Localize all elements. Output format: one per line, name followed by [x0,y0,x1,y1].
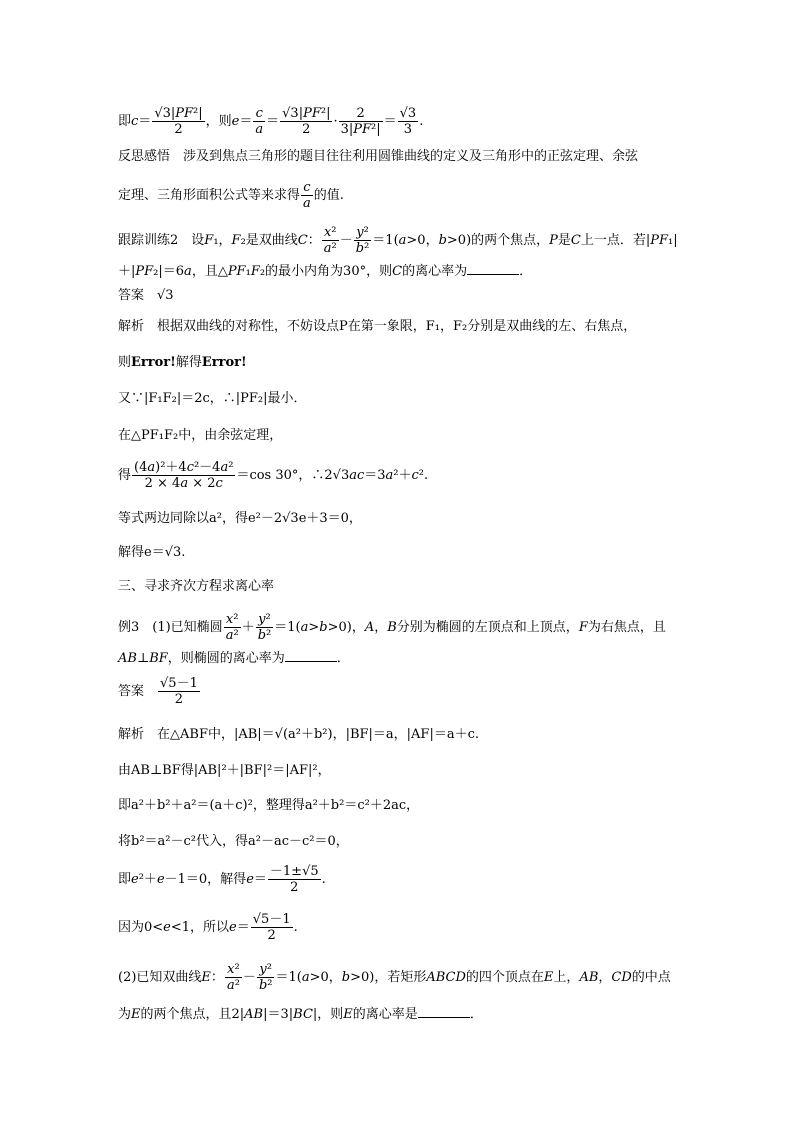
analysis-line-7: 解得e＝√3. [118,545,186,560]
analysis-2-line-5: 即e²＋e－1＝0，解得e＝ $\frac{-1\pm√5}{2}$ . [118,864,326,895]
answer-blank [467,262,519,275]
exercise-2-line-2: ＋|PF₂|＝6a，且△PF₁F₂的最小内角为30°，则C的离心率为 ． [118,264,533,279]
analysis-line-2: 则Error!解得Error! [118,355,247,370]
analysis-line-4: 在△PF₁F₂中，由余弦定理， [118,428,283,443]
example-3-line-2: AB⊥BF，则椭圆的离心率为 ． [118,651,350,666]
derivation-line-1: 即c＝ $\frac{\text{√3|PF²|}}{2}$ ，则e＝ $\frac{c}{a}$ ＝ $\frac{\text{√3|PF²|}}{2}$ · $\frac{2}{\text{3|PF²|}}$ ＝ $\frac{√3}{3}$ . [118,106,424,137]
reflection-paragraph-line-2: 定理、三角形面积公式等来求得 $\frac{c}{a}$ 的值. [118,180,344,211]
example-3-part-2-line-2: 为E的两个焦点，且2|AB|＝3|BC|，则E的离心率是 ． [118,1007,483,1022]
analysis-2-line-4: 将b²＝a²－c²代入，得a²－ac－c²＝0， [118,834,349,849]
analysis-2-line-2: 由AB⊥BF得|AB|²＋|BF|²＝|AF|²， [118,763,331,778]
example-3-part-2-line-1: (2)已知双曲线E： $\frac{\text{x²}}{\text{a²}}$ － $\frac{\text{y²}}{\text{b²}}$ ＝1(a>0，b>0)，若矩形ABCD的四个顶点在E上，AB，CD的中点 [118,962,671,993]
example-3-line-1: 例3 (1)已知椭圆 $\frac{\text{x²}}{\text{a²}}$ ＋ $\frac{\text{y²}}{\text{b²}}$ ＝1(a>b>0)，A，B分别为椭圆的左顶点和上顶点，F为右焦点，且 [118,612,666,643]
analysis-2-line-1: 解析 在△ABF中，|AB|＝√(a²＋b²)，|BF|＝a，|AF|＝a＋c. [118,727,479,742]
analysis-line-3: 又∵|F₁F₂|＝2c，∴|PF₂|最小． [118,391,307,406]
answer-blank-3 [418,1005,470,1018]
analysis-line-5: 得 $\frac{\text{(4a)²＋4c²－4a²}}{2 \times 4a \times 2c}$ ＝cos 30°，∴2√3ac＝3a²＋c². [118,460,429,491]
answer-line-1: 答案 √3 [118,288,174,303]
answer-blank-2 [285,649,337,662]
analysis-2-line-6: 因为0<e<1，所以e＝ $\frac{√5-1}{2}$ . [118,912,298,943]
exercise-2-line-1: 跟踪训练2 设F₁，F₂是双曲线C： $\frac{\text{x²}}{\text{a²}}$ － $\frac{\text{y²}}{\text{b²}}$ ＝1(a>0，b>0)的两个焦点，P是C上一点．若|PF₁| [118,225,678,256]
section-heading-3: 三、寻求齐次方程求离心率 [118,579,275,594]
analysis-2-line-3: 即a²＋b²＋a²＝(a＋c)²，整理得a²＋b²＝c²＋2ac， [118,798,420,813]
reflection-paragraph-line-1: 反思感悟 涉及到焦点三角形的题目往往利用圆锥曲线的定义及三角形中的正弦定理、余弦 [118,149,639,164]
analysis-line-1: 解析 根据双曲线的对称性，不妨设点P在第一象限，F₁，F₂分别是双曲线的左、右焦点， [118,319,637,334]
answer-line-2: 答案 $\frac{√5-1}{2}$ [118,676,198,707]
analysis-line-6: 等式两边同除以a²，得e²－2√3e＋3＝0， [118,511,362,526]
